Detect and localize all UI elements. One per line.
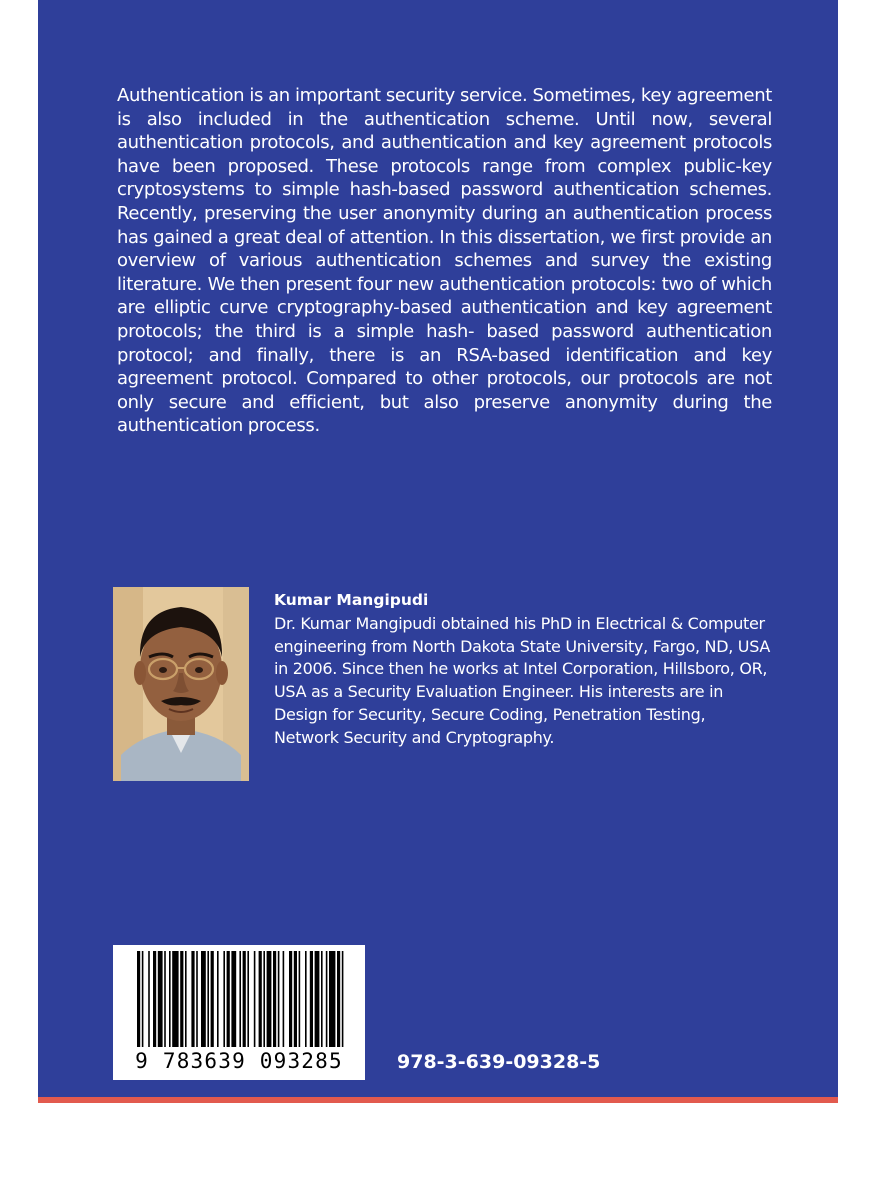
barcode-bar [289,951,292,1047]
barcode-bar [243,951,246,1047]
barcode-bar [278,951,280,1047]
barcode-bar [329,951,335,1047]
author-name: Kumar Mangipudi [274,591,429,609]
barcode-bar [142,951,144,1047]
barcode-bar [283,951,285,1047]
barcode-bar [342,951,344,1047]
barcode-digits: 9 783639 093285 [135,1049,343,1073]
barcode-bar [169,951,171,1047]
barcode-bar [196,951,198,1047]
isbn-text: 978-3-639-09328-5 [397,1051,601,1073]
barcode-bar [254,951,256,1047]
barcode-bar [315,951,320,1047]
barcode-bar [326,951,328,1047]
barcode-bar [299,951,301,1047]
barcode-bar [153,951,156,1047]
barcode-bar [207,951,209,1047]
author-photo [113,587,249,781]
barcode-bar [294,951,297,1047]
barcode-bar [259,951,262,1047]
barcode-bar [172,951,178,1047]
barcode-bar [201,951,206,1047]
author-bio: Dr. Kumar Mangipudi obtained his PhD in Electrical & Computer engineering from North Dakota State University, Fargo, ND, USA in 2006. Since then he works at Intel Corporation, Hillsboro, OR, USA as a Security Evaluation Engineer. His interests are in Design for Security, Secure Coding, Penetration Testing, Network Security and Cryptography. [274,614,770,747]
barcode-bar [337,951,340,1047]
barcode-bar [305,951,307,1047]
barcode-bar [227,951,230,1047]
barcode-bar [247,951,249,1047]
barcode-bar [239,951,241,1047]
barcode-bar [180,951,183,1047]
bottom-stripe [38,1097,838,1103]
barcode-bar [148,951,150,1047]
barcode-bar [321,951,323,1047]
barcode-bar [310,951,313,1047]
barcode [113,945,365,1080]
barcode-bar [273,951,276,1047]
barcode-bar [164,951,166,1047]
barcode-bar [231,951,236,1047]
barcode-bar [137,951,140,1047]
barcode-bar [185,951,187,1047]
barcode-bar [263,951,265,1047]
barcode-bar [191,951,194,1047]
barcode-bar [223,951,225,1047]
barcode-bar [158,951,163,1047]
abstract-text: Authentication is an important security service. Sometimes, key agreement is also included in the authentication scheme. Until now, several authentication protocols, and authentication and key agreement protocols have been proposed. These protocols range from complex public-key cryptosystems to simple hash-based password authentication schemes. Recently, preserving the user anonymity during an authentication process has gained a great deal of attention. In this dissertation, we first provide an overview of various authentication schemes and survey the existing literature. We then present four new authentication protocols: two of which are elliptic curve cryptography-based authentication and key agreement protocols; the third is a simple hash- based password authentication protocol; and finally, there is an RSA-based identification and key agreement protocol. Compared to other protocols, our protocols are not only secure and efficient, but also preserve anonymity during the authentication process. [117,85,772,437]
barcode-bar [217,951,219,1047]
barcode-bar [267,951,272,1047]
barcode-bar [211,951,214,1047]
